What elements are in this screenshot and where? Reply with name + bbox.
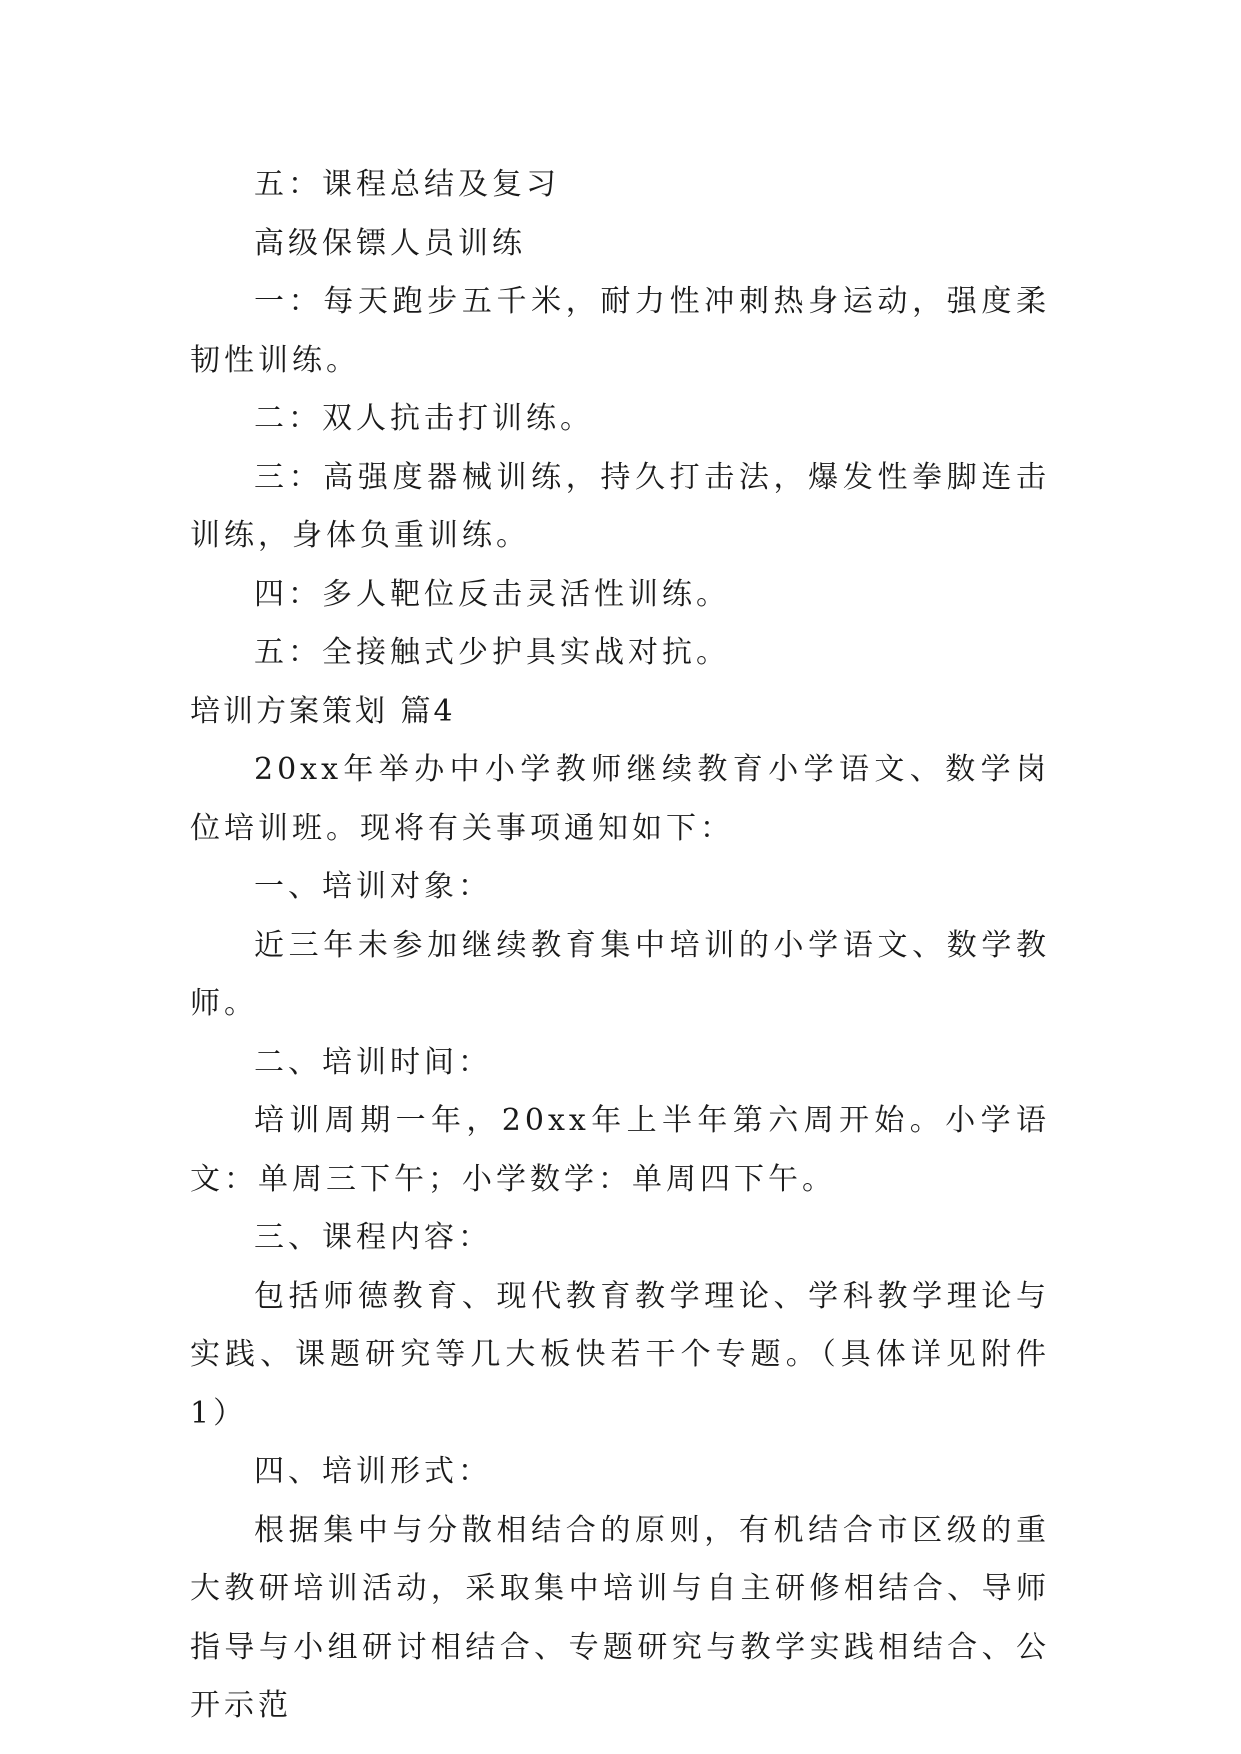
paragraph: 五：全接触式少护具实战对抗。 — [254, 635, 730, 670]
paragraph: 包括师德教育、现代教育教学理论、学科教学理论与实践、课题研究等几大板快若干个专题。（具体详见附件1） — [190, 1278, 1050, 1431]
section-title: 一、培训对象： — [254, 869, 492, 904]
section-title: 二、培训时间： — [254, 1044, 492, 1080]
section-title: 四、培训形式： — [254, 1454, 492, 1489]
paragraph: 一：每天跑步五千米，耐力性冲刺热身运动，强度柔韧性训练。 — [190, 284, 1050, 378]
paragraph: 五：课程总结及复习 — [254, 167, 560, 202]
paragraph: 三：高强度器械训练，持久打击法，爆发性拳脚连击训练，身体负重训练。 — [190, 459, 1050, 553]
section-title: 高级保镖人员训练 — [254, 225, 526, 261]
paragraph: 根据集中与分散相结合的原则，有机结合市区级的重大教研培训活动，采取集中培训与自主研修相结合、导师指导与小组研讨相结合、专题研究与教学实践相结合、公开示范 — [190, 1512, 1050, 1723]
paragraph: 20xx年举办中小学教师继续教育小学语文、数学岗位培训班。现将有关事项通知如下： — [190, 752, 1050, 846]
paragraph: 四：多人靶位反击灵活性训练。 — [254, 576, 730, 612]
document-body — [190, 156, 1050, 1736]
paragraph: 近三年未参加继续教育集中培训的小学语文、数学教师。 — [190, 927, 1050, 1021]
section-title: 三、课程内容： — [254, 1220, 492, 1255]
chapter-heading: 培训方案策划 篇4 — [190, 693, 456, 729]
paragraph: 二：双人抗击打训练。 — [254, 401, 594, 436]
paragraph: 培训周期一年，20xx年上半年第六周开始。小学语文：单周三下午；小学数学：单周四下午。 — [190, 1103, 1050, 1197]
